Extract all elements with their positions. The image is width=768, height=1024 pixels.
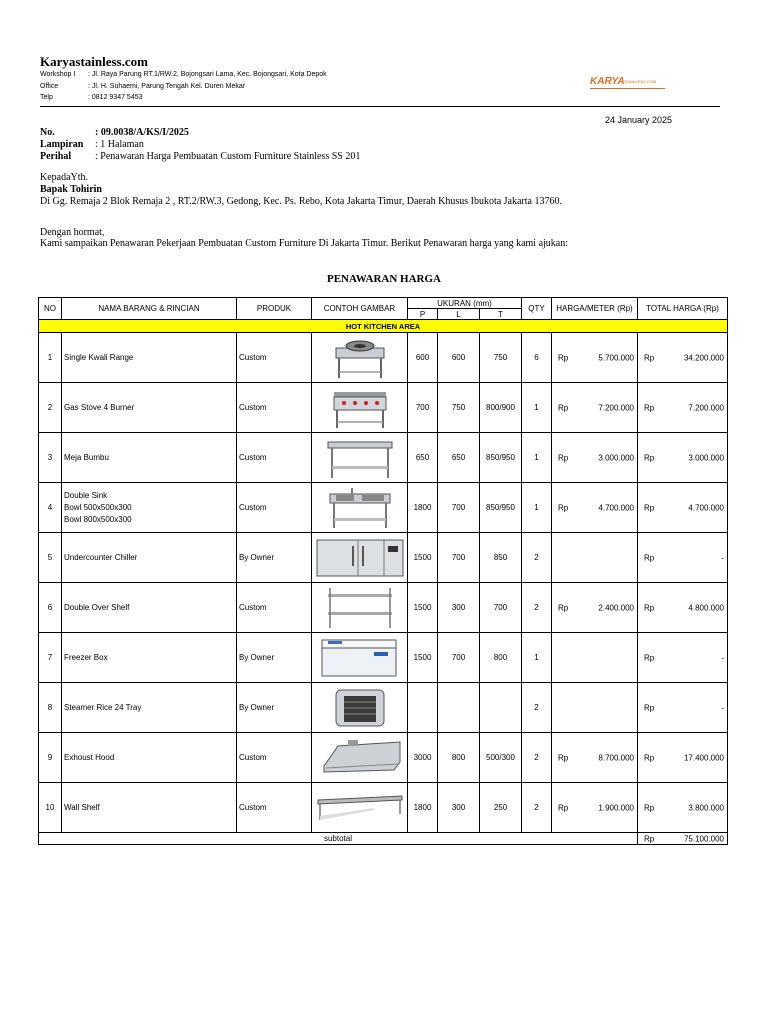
wall-shelf-image (312, 783, 408, 833)
total-price: Rp 4.700.000 (638, 483, 728, 533)
company-name: Karyastainless.com (40, 54, 148, 69)
table-row (39, 383, 728, 433)
size-p: 700 (408, 383, 438, 433)
price-per-meter: Rp 5.700.000 (552, 333, 638, 383)
price-per-meter: Rp 7.200.000 (552, 383, 638, 433)
letter-attachment: Lampiran : 1 Halaman (40, 139, 144, 150)
item-qty: 1 (522, 433, 552, 483)
col-harga: HARGA/METER (Rp) (552, 298, 638, 320)
subtotal-row (39, 833, 728, 845)
item-name: Freezer Box (62, 633, 237, 683)
row-number: 2 (39, 383, 62, 433)
item-qty: 1 (522, 633, 552, 683)
item-produk: Custom (237, 733, 312, 783)
freezer-box-image (312, 633, 408, 683)
size-p: 1500 (408, 633, 438, 683)
item-name: Gas Stove 4 Burner (62, 383, 237, 433)
total-price: Rp 34.200.000 (638, 333, 728, 383)
size-t: 850 (480, 533, 522, 583)
table-row (39, 683, 728, 733)
item-name: Single Kwali Range (62, 333, 237, 383)
size-t (480, 683, 522, 733)
col-name: NAMA BARANG & RINCIAN (62, 298, 237, 320)
recipient-greeting: KepadaYth. (40, 172, 89, 183)
header-divider (40, 106, 720, 107)
col-p: P (408, 309, 438, 320)
size-l: 300 (438, 783, 480, 833)
total-price: Rp - (638, 633, 728, 683)
size-p: 3000 (408, 733, 438, 783)
item-qty: 6 (522, 333, 552, 383)
item-produk: Custom (237, 583, 312, 633)
size-l (438, 683, 480, 733)
size-l: 300 (438, 583, 480, 633)
exhaust-hood-image (312, 733, 408, 783)
total-price: Rp - (638, 533, 728, 583)
table-title: PENAWARAN HARGA (327, 273, 441, 285)
size-l: 750 (438, 383, 480, 433)
item-name: Double Sink Bowl 500x500x300 Bowl 800x500x300 (62, 483, 237, 533)
size-t: 800/900 (480, 383, 522, 433)
letter-body: Kami sampaikan Penawaran Pekerjaan Pembuatan Custom Furniture Di Jakarta Timur. Berikut Penawaran harga yang kami ajukan: (40, 238, 569, 249)
steamer-rice-image (312, 683, 408, 733)
price-per-meter (552, 683, 638, 733)
col-no: NO (39, 298, 62, 320)
size-t: 700 (480, 583, 522, 633)
row-number: 1 (39, 333, 62, 383)
price-table (38, 297, 728, 845)
letter-number: No. : 09.0038/A/KS/I/2025 (40, 127, 189, 138)
col-total: TOTAL HARGA (Rp) (638, 298, 728, 320)
total-price: Rp 3.000.000 (638, 433, 728, 483)
letter-date: 24 January 2025 (605, 115, 673, 125)
item-name: Steamer Rice 24 Tray (62, 683, 237, 733)
item-name: Meja Bumbu (62, 433, 237, 483)
col-l: L (438, 309, 480, 320)
item-qty: 2 (522, 733, 552, 783)
size-p: 1500 (408, 583, 438, 633)
table-row (39, 333, 728, 383)
row-number: 6 (39, 583, 62, 633)
price-per-meter: Rp 2.400.000 (552, 583, 638, 633)
item-qty: 1 (522, 383, 552, 433)
col-gambar: CONTOH GAMBAR (312, 298, 408, 320)
item-qty: 2 (522, 583, 552, 633)
double-over-shelf-image (312, 583, 408, 633)
price-per-meter: Rp 4.700.000 (552, 483, 638, 533)
size-t: 850/950 (480, 483, 522, 533)
size-p: 1800 (408, 483, 438, 533)
col-qty: QTY (522, 298, 552, 320)
item-produk: Custom (237, 333, 312, 383)
size-p: 600 (408, 333, 438, 383)
table-row (39, 783, 728, 833)
item-qty: 2 (522, 783, 552, 833)
total-price: Rp 3.800.000 (638, 783, 728, 833)
size-t: 250 (480, 783, 522, 833)
item-produk: By Owner (237, 633, 312, 683)
row-number: 7 (39, 633, 62, 683)
table-row (39, 733, 728, 783)
item-qty: 2 (522, 533, 552, 583)
gas-stove-image (312, 383, 408, 433)
size-l: 650 (438, 433, 480, 483)
item-produk: Custom (237, 483, 312, 533)
size-t: 750 (480, 333, 522, 383)
item-qty: 1 (522, 483, 552, 533)
col-t: T (480, 309, 522, 320)
item-name: Double Over Shelf (62, 583, 237, 633)
item-produk: Custom (237, 383, 312, 433)
item-produk: Custom (237, 433, 312, 483)
total-price: Rp - (638, 683, 728, 733)
item-name: Exhoust Hood (62, 733, 237, 783)
size-t: 850/950 (480, 433, 522, 483)
size-t: 800 (480, 633, 522, 683)
item-produk: By Owner (237, 533, 312, 583)
row-number: 9 (39, 733, 62, 783)
price-per-meter: Rp 1.900.000 (552, 783, 638, 833)
row-number: 3 (39, 433, 62, 483)
size-l: 700 (438, 483, 480, 533)
meja-bumbu-image (312, 433, 408, 483)
item-name: Undercounter Chiller (62, 533, 237, 583)
total-price: Rp 17.400.000 (638, 733, 728, 783)
subtotal-value: Rp 75.100.000 (638, 833, 728, 845)
row-number: 8 (39, 683, 62, 733)
size-p: 1500 (408, 533, 438, 583)
size-t: 500/300 (480, 733, 522, 783)
col-ukuran: UKURAN (mm) (408, 298, 522, 309)
item-name: Wall Shelf (62, 783, 237, 833)
size-p: 650 (408, 433, 438, 483)
row-number: 5 (39, 533, 62, 583)
row-number: 4 (39, 483, 62, 533)
subtotal-label: subtotal (39, 833, 638, 845)
size-l: 700 (438, 533, 480, 583)
letter-subject: Perihal : Penawaran Harga Pembuatan Custom Furniture Stainless SS 201 (40, 151, 361, 162)
table-row (39, 633, 728, 683)
table-row (39, 533, 728, 583)
table-row (39, 483, 728, 533)
recipient-address: Di Gg. Remaja 2 Blok Remaja 2 , RT.2/RW.3, Gedong, Kec. Ps. Rebo, Kota Jakarta Timur, Daerah Khusus Ibukota Jakarta 13760. (40, 196, 562, 207)
item-produk: By Owner (237, 683, 312, 733)
total-price: Rp 4.800.000 (638, 583, 728, 633)
table-row (39, 583, 728, 633)
office-address: Office : Jl. H. Suhaemi, Parung Tengah Kel. Duren Mekar (40, 83, 246, 90)
double-sink-image (312, 483, 408, 533)
size-l: 800 (438, 733, 480, 783)
size-l: 600 (438, 333, 480, 383)
size-l: 700 (438, 633, 480, 683)
company-logo: KARYA STAINLESS.COM (590, 76, 665, 90)
size-p (408, 683, 438, 733)
single-kwali-range-image (312, 333, 408, 383)
phone-number: Telp : 0812 9347 5453 (40, 94, 143, 101)
opening-salutation: Dengan hormat, (40, 227, 105, 238)
undercounter-chiller-image (312, 533, 408, 583)
price-per-meter (552, 633, 638, 683)
item-produk: Custom (237, 783, 312, 833)
price-per-meter: Rp 8.700.000 (552, 733, 638, 783)
table-row (39, 433, 728, 483)
price-per-meter: Rp 3.000.000 (552, 433, 638, 483)
item-qty: 2 (522, 683, 552, 733)
size-p: 1800 (408, 783, 438, 833)
total-price: Rp 7.200.000 (638, 383, 728, 433)
workshop-address: Workshop I : Jl. Raya Parung RT.1/RW.2, Bojongsari Lama, Kec. Bojongsari, Kota Depok (40, 71, 327, 78)
col-produk: PRODUK (237, 298, 312, 320)
row-number: 10 (39, 783, 62, 833)
price-per-meter (552, 533, 638, 583)
area-label: HOT KITCHEN AREA (39, 320, 728, 333)
recipient-name: Bapak Tohirin (40, 184, 102, 195)
